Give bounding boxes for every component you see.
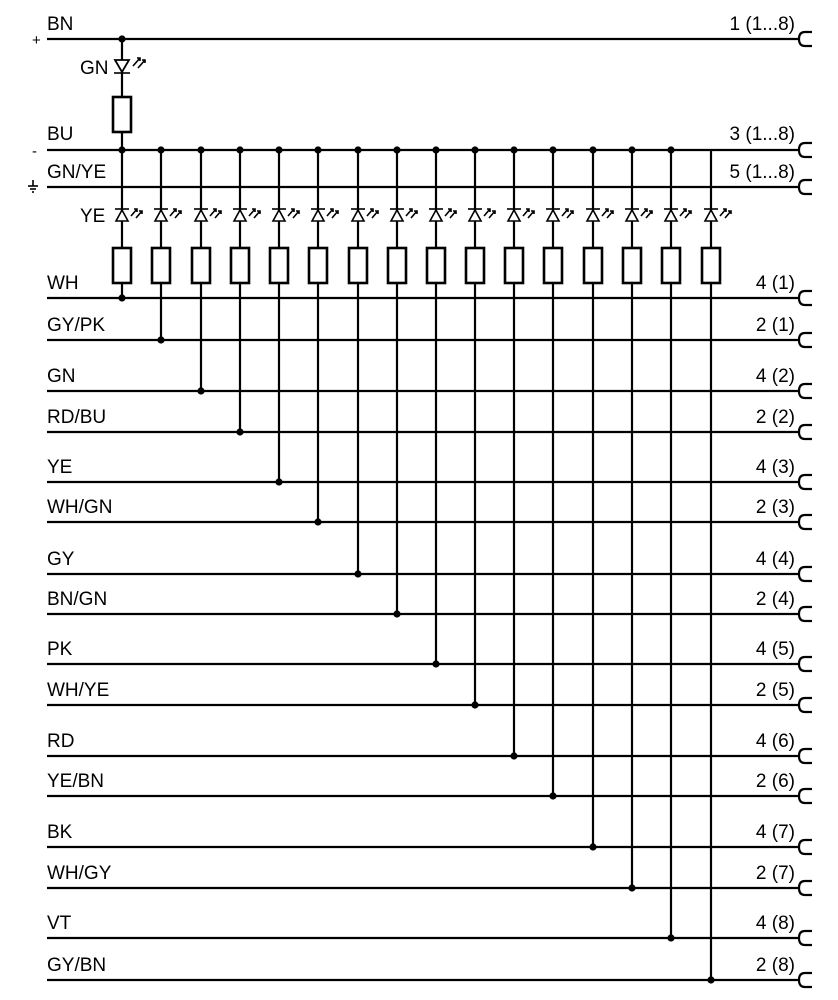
signal-pin-label: 2 (3) (755, 497, 795, 518)
signal-pin-label: 4 (6) (755, 731, 795, 752)
resistor-icon (544, 248, 562, 283)
connector-socket-icon (799, 657, 812, 671)
junction-dot (589, 146, 596, 153)
led-icon (272, 209, 299, 221)
bu-label: BU (47, 124, 74, 145)
junction-dot (354, 146, 361, 153)
junction-dot (314, 518, 321, 525)
connector-socket-icon (799, 333, 812, 347)
led-icon (625, 209, 652, 221)
resistor-icon (349, 248, 367, 283)
signal-label: RD/BU (47, 407, 107, 428)
junction-dot (393, 146, 400, 153)
signal-label: BK (47, 822, 73, 843)
junction-dot (628, 884, 635, 891)
signal-label: YE (47, 457, 73, 478)
signal-pin-label: 2 (8) (755, 955, 795, 976)
led-icon (586, 209, 613, 221)
connector-socket-icon (799, 973, 812, 987)
signal-pin-label: 4 (8) (755, 913, 795, 934)
resistor-icon (702, 248, 720, 283)
junction-dot (510, 752, 517, 759)
junction-dot (197, 146, 204, 153)
resistor-icon (466, 248, 484, 283)
junction-dot (667, 934, 674, 941)
led-gn-label: GN (80, 58, 109, 79)
gnye-label: GN/YE (47, 162, 107, 183)
junction-dot (510, 146, 517, 153)
signal-label: GN (47, 366, 76, 387)
signal-label: GY (47, 549, 75, 570)
resistor-icon (270, 248, 288, 283)
signal-pin-label: 2 (2) (755, 407, 795, 428)
connector-socket-icon (799, 425, 812, 439)
junction-dot (236, 428, 243, 435)
resistor-icon (584, 248, 602, 283)
signal-label: BN/GN (47, 589, 108, 610)
junction-dot (549, 146, 556, 153)
connector-socket-icon (799, 607, 812, 621)
led-icon (233, 209, 260, 221)
signal-label: GY/PK (47, 315, 106, 336)
junction-dot (549, 792, 556, 799)
led-icon (704, 209, 731, 221)
led-icon (390, 209, 417, 221)
ground-icon (28, 180, 38, 192)
bu-pin-label: 3 (1...8) (729, 124, 795, 145)
connector-socket-icon (799, 698, 812, 712)
signal-pin-label: 4 (3) (755, 457, 795, 478)
junction-dot (157, 336, 164, 343)
signal-pin-label: 2 (7) (755, 863, 795, 884)
junction-dot (471, 146, 478, 153)
connector-socket-icon (799, 180, 812, 194)
signal-pin-label: 4 (1) (755, 273, 795, 294)
resistor-icon (152, 248, 170, 283)
junction-dot (471, 701, 478, 708)
junction-dot (432, 660, 439, 667)
connector-socket-icon (799, 32, 812, 46)
resistor-icon (309, 248, 327, 283)
signal-pin-label: 4 (2) (755, 366, 795, 387)
bn-label: BN (47, 14, 74, 35)
led-icon (114, 58, 145, 73)
led-ye-label: YE (80, 206, 106, 227)
junction-dot (354, 570, 361, 577)
resistor-icon (113, 248, 131, 283)
junction-dot (707, 976, 714, 983)
connector-socket-icon (799, 291, 812, 305)
junction-dot (118, 294, 125, 301)
signal-label: WH/YE (47, 680, 110, 701)
led-icon (429, 209, 456, 221)
gnye-pin-label: 5 (1...8) (729, 162, 795, 183)
junction-dot (589, 843, 596, 850)
connector-socket-icon (799, 931, 812, 945)
resistor-icon (388, 248, 406, 283)
connector-socket-icon (799, 515, 812, 529)
minus-symbol: - (32, 143, 37, 160)
led-icon (115, 209, 142, 221)
connector-socket-icon (799, 384, 812, 398)
signal-pin-label: 2 (6) (755, 771, 795, 792)
connector-socket-icon (799, 567, 812, 581)
plus-symbol: + (32, 32, 41, 49)
signal-label: PK (47, 639, 73, 660)
led-icon (194, 209, 221, 221)
junction-dot (275, 146, 282, 153)
junction-dot (393, 610, 400, 617)
led-icon (664, 209, 691, 221)
led-icon (154, 209, 181, 221)
led-icon (351, 209, 378, 221)
signal-pin-label: 2 (5) (755, 680, 795, 701)
signal-pin-label: 2 (1) (755, 315, 795, 336)
signal-channels (47, 146, 812, 987)
signal-pin-label: 2 (4) (755, 589, 795, 610)
led-icon (507, 209, 534, 221)
resistor-icon (231, 248, 249, 283)
bn-pin-label: 1 (1...8) (729, 14, 795, 35)
junction-dot (667, 146, 674, 153)
led-icon (546, 209, 573, 221)
junction-dot (628, 146, 635, 153)
resistor-icon (662, 248, 680, 283)
junction-dot (275, 478, 282, 485)
signal-label: YE/BN (47, 771, 105, 792)
resistor-icon (192, 248, 210, 283)
resistor-icon (623, 248, 641, 283)
junction-dot (157, 146, 164, 153)
signal-label: RD (47, 731, 75, 752)
connector-socket-icon (799, 789, 812, 803)
signal-label: WH/GN (47, 497, 113, 518)
connector-socket-icon (799, 143, 812, 157)
junction-dot (314, 146, 321, 153)
signal-label: WH/GY (47, 863, 112, 884)
connector-socket-icon (799, 881, 812, 895)
led-icon (311, 209, 338, 221)
signal-pin-label: 4 (5) (755, 639, 795, 660)
connector-socket-icon (799, 749, 812, 763)
signal-pin-label: 4 (7) (755, 822, 795, 843)
connector-socket-icon (799, 475, 812, 489)
signal-label: WH (47, 273, 79, 294)
junction-dot (236, 146, 243, 153)
led-icon (468, 209, 495, 221)
power-rails (28, 14, 812, 227)
signal-label: GY/BN (47, 955, 107, 976)
junction-dot (197, 387, 204, 394)
junction-dot (432, 146, 439, 153)
signal-pin-label: 4 (4) (755, 549, 795, 570)
resistor-icon (427, 248, 445, 283)
resistor-icon (113, 97, 131, 132)
connector-socket-icon (799, 840, 812, 854)
signal-label: VT (47, 913, 72, 934)
resistor-icon (505, 248, 523, 283)
